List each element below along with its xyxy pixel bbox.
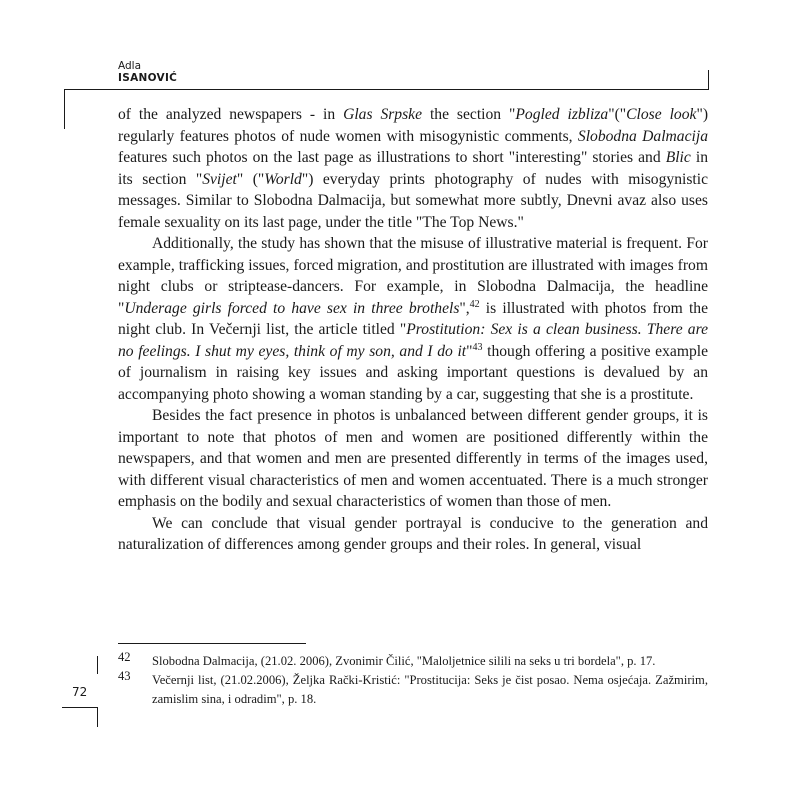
- footnote-number: 42: [118, 650, 131, 664]
- paragraph-3: Besides the fact presence in photos is unbalanced between different gender groups, it is important to note that photos of men and women are positioned differently within the newspapers, and that women and men are presented differently in terms of the images used, with different visual characteristics of men and women accentuated. There is a much stronger emphasis on the bodily and sexual characteristics of women than those of men.: [118, 407, 708, 510]
- footnote-number: 43: [118, 669, 131, 683]
- footnote-43: [118, 671, 708, 709]
- text-run: features such photos on the last page as illustrations to short "interesting" stories and: [118, 149, 666, 166]
- text-run: ": [466, 342, 473, 360]
- page-number-rule-top: [97, 656, 98, 674]
- page-number-rule-bottom: [97, 707, 98, 727]
- paragraph-4: We can conclude that visual gender portrayal is conducive to the generation and naturalization of differences among gender groups and their roles. In general, visual: [118, 514, 708, 553]
- header-rule-left-tick: [64, 89, 65, 129]
- footnote-ref-42[interactable]: 42: [469, 298, 480, 310]
- section-translation: World: [264, 170, 302, 188]
- footnote-42: [118, 652, 708, 671]
- text-run: ",: [459, 299, 470, 317]
- footnote-text: Večernji list, (21.02.2006), Željka Rački-Kristić: "Prostitucija: Seks je čist posao. Nema osjećaja. Zažmirim, zamislim sina, i odradim", p. 18.: [152, 673, 708, 706]
- author-first-name: Adla: [118, 60, 142, 72]
- headline-quote: Prostitution: Sex is a clean business. There are no feelings. I shut my eyes, think of my son, and I do it: [118, 321, 708, 360]
- header-rule: [64, 89, 709, 90]
- text-run: is illustrated with photos from the night club. In Večernji list, the article titled ": [118, 299, 708, 338]
- header-rule-right-tick: [708, 70, 709, 90]
- text-run: " (": [236, 170, 265, 188]
- newspaper-name: Glas Srpske: [343, 106, 423, 123]
- newspaper-name: Slobodna Dalmacija: [577, 127, 708, 145]
- author-last-name: ISANOVIĆ: [118, 72, 178, 84]
- section-name: Svijet: [202, 170, 237, 188]
- footnotes: [118, 652, 708, 709]
- paragraph-2: [118, 233, 708, 405]
- footnote-text: Slobodna Dalmacija, (21.02. 2006), Zvonimir Čilić, "Maloljetnice silili na seks u tri bordela", p. 17.: [152, 654, 656, 668]
- text-run: though offering a positive example of journalism in raising key issues and asking important questions is devalued by an accompanying photo showing a woman standing by a car, suggesting that she is a prostitute.: [118, 342, 709, 403]
- text-run: Additionally, the study has shown that the misuse of illustrative material is frequent. For example, trafficking issues, forced migration, and prostitution are illustrated with images from night clubs or striptease-dancers. For example, in Slobodna Dalmacija, the headline ": [118, 235, 708, 317]
- text-run: ") everyday prints photography of nudes with misogynistic messages. Similar to Slobodna Dalmacija, but somewhat more subtly, Dnevni avaz also uses female sexuality on its last page, under the title "The Top News.": [118, 170, 708, 231]
- newspaper-name: Blic: [665, 149, 691, 166]
- section-translation: Close look: [626, 106, 697, 123]
- text-run: ") regularly features photos of nude women with misogynistic comments,: [118, 106, 709, 145]
- text-run: "(": [608, 106, 627, 123]
- body-text: [118, 104, 708, 556]
- page-number: 72: [72, 685, 88, 699]
- section-name: Pogled izbliza: [515, 106, 609, 123]
- footnote-ref-43[interactable]: 43: [472, 341, 483, 353]
- text-run: the section ": [422, 106, 516, 123]
- text-run: of the analyzed newspapers - in: [118, 106, 344, 123]
- paragraph-1: [118, 104, 708, 233]
- text-run: in its section ": [118, 149, 708, 188]
- footnote-separator: [118, 643, 306, 644]
- page-number-rule-mid: [62, 707, 98, 708]
- headline-quote: Underage girls forced to have sex in three brothels: [124, 299, 460, 317]
